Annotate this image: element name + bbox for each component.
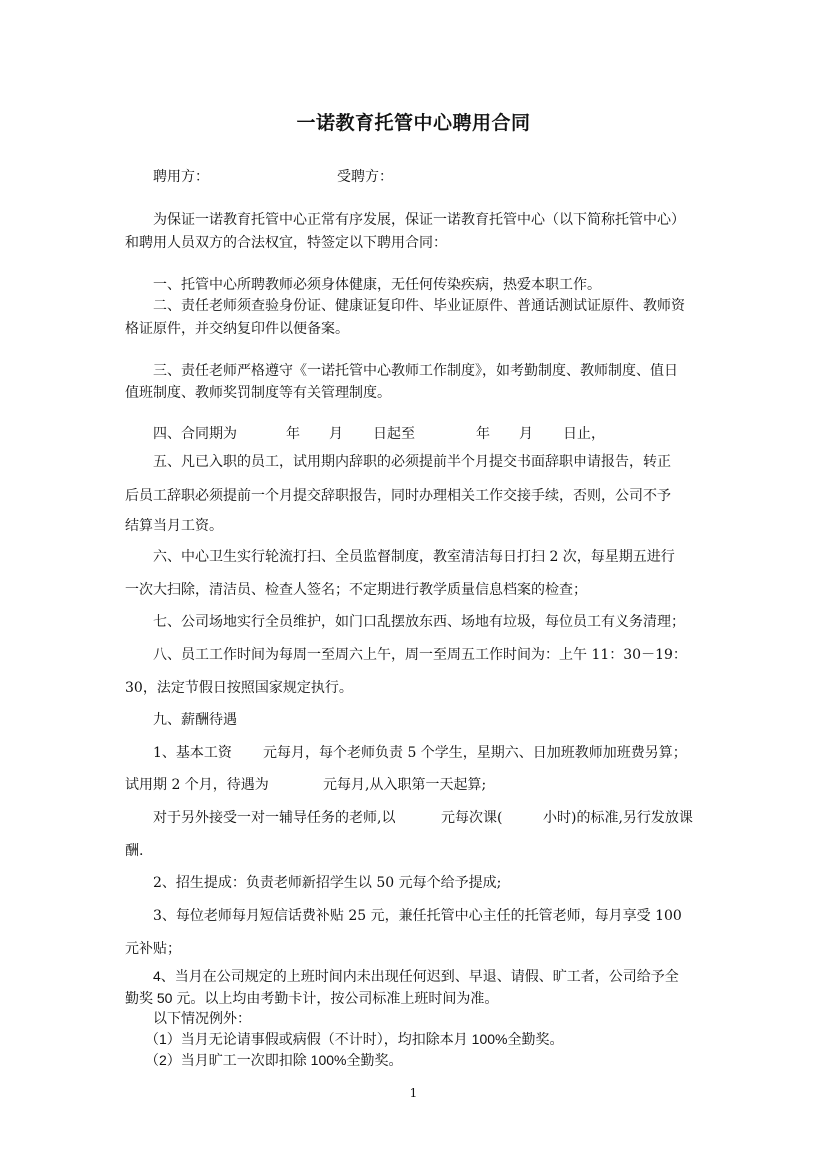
clause-3-line-2: 值班制度、教师奖罚制度等有关管理制度。 xyxy=(125,385,391,401)
tutoring-label: 对于另外接受一对一辅导任务的老师,以 xyxy=(153,810,396,826)
clause-6-line-1: 六、中心卫生实行轮流打扫、全员监督制度，教室清洁每日打扫 2 次，每星期五进行 xyxy=(153,549,675,565)
clause-5-line-3: 结算当月工资。 xyxy=(125,518,223,534)
trial-period-label: 试用期 2 个月，待遇为 xyxy=(125,777,269,793)
intro-line-1: 为保证一诺教育托管中心正常有序发展，保证一诺教育托管中心（以下简称托管中心） xyxy=(153,212,685,228)
end-day-label: 日止， xyxy=(563,426,605,442)
enrollment-commission: 2、招生提成：负责老师新招学生以 50 元每个给予提成; xyxy=(153,875,502,891)
tutoring-rate: 元每次课( xyxy=(441,810,503,826)
clause-6-line-2: 一次大扫除，清洁员、检查人签名；不定期进行教学质量信息档案的检查； xyxy=(125,582,587,598)
intro-line-2: 和聘用人员双方的合法权宜，特签定以下聘用合同： xyxy=(125,235,447,251)
clause-3-line-1: 三、责任老师严格遵守《一诺托管中心教师工作制度》，如考勤制度、教师制度、值日 xyxy=(153,363,678,379)
phone-subsidy-line-2: 元补贴； xyxy=(125,941,181,957)
contract-period-label: 四、合同期为 xyxy=(153,426,237,442)
end-month-label: 月 xyxy=(519,426,533,442)
employer-label: 聘用方： xyxy=(153,169,209,185)
clause-5-line-1: 五、凡已入职的员工，试用期内辞职的必须提前半个月提交书面辞职申请报告，转正 xyxy=(153,454,671,470)
tutoring-end: 酬. xyxy=(125,843,144,859)
clause-7: 七、公司场地实行全员维护，如门口乱摆放东西、场地有垃圾，每位员工有义务清理； xyxy=(153,614,685,630)
attendance-bonus-line-1: 4、当月在公司规定的上班时间内未出现任何迟到、早退、请假、旷工者，公司给予全 xyxy=(153,968,679,984)
base-salary-label: 1、基本工资 xyxy=(153,745,232,761)
clause-5-line-2: 后员工辞职必须提前一个月提交辞职报告，同时办理相关工作交接手续，否则，公司不予 xyxy=(125,488,671,504)
start-day-label: 日起至 xyxy=(373,426,415,442)
attendance-bonus-line-2: 勤奖 50 元。以上均由考勤卡计，按公司标准上班时间为准。 xyxy=(125,990,499,1006)
exception-1: （1）当月无论请事假或病假（不计时），均扣除本月 100%全勤奖。 xyxy=(145,1031,564,1047)
page-number: 1 xyxy=(409,1086,418,1100)
phone-subsidy-line-1: 3、每位老师每月短信话费补贴 25 元，兼任托管中心主任的托管老师，每月享受 100 xyxy=(153,908,682,924)
clause-2-line-2: 格证原件，并交纳复印件以便备案。 xyxy=(125,321,349,337)
trial-period-detail: 元每月,从入职第一天起算; xyxy=(323,777,487,793)
document-title: 一诺教育托管中心聘用合同 xyxy=(296,112,531,134)
clause-2-line-1: 二、责任老师须查验身份证、健康证复印件、毕业证原件、普通话测试证原件、教师资 xyxy=(153,298,685,314)
end-year-label: 年 xyxy=(476,426,490,442)
exception-2: （2）当月旷工一次即扣除 100%全勤奖。 xyxy=(145,1052,403,1068)
tutoring-hours: 小时)的标准,另行发放课 xyxy=(543,810,693,826)
start-year-label: 年 xyxy=(286,426,300,442)
clause-8-line-1: 八、员工工作时间为每周一至周六上午，周一至周五工作时间为：上午 11：30－19： xyxy=(153,647,687,663)
base-salary-detail: 元每月，每个老师负责 5 个学生，星期六、日加班教师加班费另算； xyxy=(263,745,687,761)
clause-9-heading: 九、薪酬待遇 xyxy=(153,712,237,728)
clause-1: 一、托管中心所聘教师必须身体健康，无任何传染疾病，热爱本职工作。 xyxy=(153,277,601,293)
employee-label: 受聘方： xyxy=(337,169,393,185)
start-month-label: 月 xyxy=(329,426,343,442)
clause-8-line-2: 30，法定节假日按照国家规定执行。 xyxy=(125,680,353,696)
exceptions-heading: 以下情况例外： xyxy=(153,1010,251,1026)
